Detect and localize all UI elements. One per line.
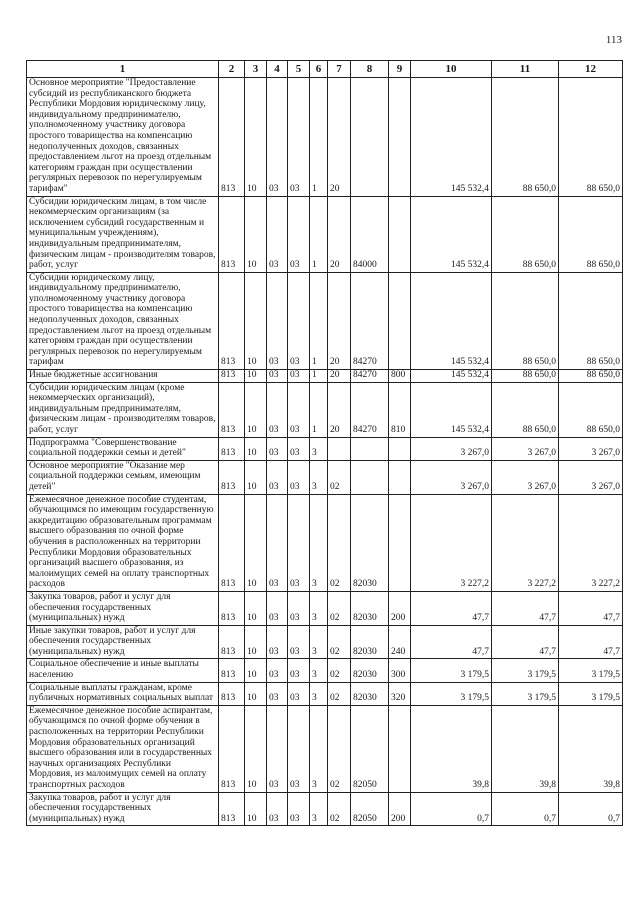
cell-3: 10 — [245, 494, 267, 591]
row-description: Подпрограмма "Совершенствование социальной поддержки семьи и детей" — [27, 437, 219, 460]
cell-11: 88 650,0 — [492, 272, 559, 369]
cell-7: 20 — [328, 382, 351, 437]
cell-11: 88 650,0 — [492, 78, 559, 197]
cell-5: 03 — [288, 196, 310, 272]
cell-6: 3 — [310, 659, 328, 682]
cell-8: 82030 — [351, 494, 389, 591]
table-row — [27, 437, 623, 460]
table-row — [27, 705, 623, 792]
cell-9 — [389, 196, 411, 272]
header-row — [27, 61, 623, 78]
cell-4: 03 — [267, 625, 288, 659]
cell-11: 88 650,0 — [492, 382, 559, 437]
column-header: 5 — [288, 61, 310, 78]
cell-12: 88 650,0 — [559, 272, 623, 369]
cell-11: 0,7 — [492, 792, 559, 826]
cell-5: 03 — [288, 272, 310, 369]
row-description: Социальные выплаты гражданам, кроме публичных нормативных социальных выплат — [27, 682, 219, 705]
cell-11: 39,8 — [492, 705, 559, 792]
cell-2: 813 — [219, 382, 245, 437]
cell-6: 3 — [310, 591, 328, 625]
cell-2: 813 — [219, 437, 245, 460]
cell-3: 10 — [245, 78, 267, 197]
cell-12: 88 650,0 — [559, 78, 623, 197]
cell-4: 03 — [267, 272, 288, 369]
cell-12: 47,7 — [559, 625, 623, 659]
cell-6: 3 — [310, 460, 328, 494]
column-header: 11 — [492, 61, 559, 78]
cell-7: 02 — [328, 494, 351, 591]
cell-2: 813 — [219, 682, 245, 705]
column-header: 8 — [351, 61, 389, 78]
cell-10: 3 179,5 — [411, 659, 492, 682]
cell-7: 02 — [328, 705, 351, 792]
cell-8: 84270 — [351, 272, 389, 369]
cell-6: 1 — [310, 196, 328, 272]
column-header: 4 — [267, 61, 288, 78]
column-header: 10 — [411, 61, 492, 78]
cell-3: 10 — [245, 682, 267, 705]
cell-11: 3 179,5 — [492, 659, 559, 682]
cell-3: 10 — [245, 272, 267, 369]
cell-5: 03 — [288, 705, 310, 792]
cell-10: 39,8 — [411, 705, 492, 792]
cell-3: 10 — [245, 705, 267, 792]
cell-4: 03 — [267, 196, 288, 272]
cell-7: 20 — [328, 78, 351, 197]
cell-2: 813 — [219, 625, 245, 659]
cell-4: 03 — [267, 659, 288, 682]
row-description: Иные закупки товаров, работ и услуг для обеспечения государственных (муниципальных) нужд — [27, 625, 219, 659]
cell-6: 3 — [310, 705, 328, 792]
table-row — [27, 382, 623, 437]
cell-5: 03 — [288, 370, 310, 383]
cell-5: 03 — [288, 625, 310, 659]
cell-6: 1 — [310, 382, 328, 437]
cell-3: 10 — [245, 792, 267, 826]
cell-3: 10 — [245, 382, 267, 437]
cell-7: 20 — [328, 196, 351, 272]
row-description: Закупка товаров, работ и услуг для обеспечения государственных (муниципальных) нужд — [27, 591, 219, 625]
cell-8: 82030 — [351, 591, 389, 625]
cell-3: 10 — [245, 437, 267, 460]
cell-7: 20 — [328, 272, 351, 369]
cell-11: 47,7 — [492, 625, 559, 659]
cell-10: 3 267,0 — [411, 437, 492, 460]
cell-7: 02 — [328, 659, 351, 682]
cell-8: 82030 — [351, 659, 389, 682]
column-header: 9 — [389, 61, 411, 78]
column-header: 2 — [219, 61, 245, 78]
cell-2: 813 — [219, 196, 245, 272]
row-description: Субсидии юридическому лицу, индивидуальному предпринимателю, уполномоченному участнику договора простого товарищества на компенсацию недополученных доходов, связанных предоставлением льгот на проезд отдельным категориям граждан при осуществлении регулярных перевозок по нерегулируемым тарифам — [27, 272, 219, 369]
cell-12: 3 227,2 — [559, 494, 623, 591]
cell-4: 03 — [267, 370, 288, 383]
cell-8: 82050 — [351, 792, 389, 826]
table-row — [27, 370, 623, 383]
cell-4: 03 — [267, 494, 288, 591]
row-description: Иные бюджетные ассигнования — [27, 370, 219, 383]
cell-3: 10 — [245, 460, 267, 494]
cell-5: 03 — [288, 659, 310, 682]
cell-2: 813 — [219, 792, 245, 826]
cell-10: 47,7 — [411, 625, 492, 659]
cell-7: 02 — [328, 792, 351, 826]
row-description: Субсидии юридическим лицам, в том числе некоммерческим организациям (за исключением субсидий государственным и муниципальным учреждениям), индивидуальным предпринимателям, физическим лицам - производителям товаров, работ, услуг — [27, 196, 219, 272]
cell-10: 3 267,0 — [411, 460, 492, 494]
cell-2: 813 — [219, 591, 245, 625]
cell-12: 3 179,5 — [559, 682, 623, 705]
cell-2: 813 — [219, 272, 245, 369]
cell-7: 20 — [328, 370, 351, 383]
cell-8 — [351, 437, 389, 460]
cell-6: 3 — [310, 682, 328, 705]
table-row — [27, 659, 623, 682]
table-row — [27, 591, 623, 625]
cell-3: 10 — [245, 625, 267, 659]
row-description: Субсидии юридическим лицам (кроме некоммерческих организаций), индивидуальным предпринимателям, физическим лицам - производителям товаров, работ, услуг — [27, 382, 219, 437]
column-header: 7 — [328, 61, 351, 78]
row-description: Основное мероприятие "Предоставление субсидий из республиканского бюджета Республики Мордовия юридическому лицу, индивидуальному предпринимателю, уполномоченному участнику договора простого товарищества на компенсацию недополученных доходов, связанных предоставлением льгот на проезд отдельным категориям граждан при осуществлении регулярных перевозок по нерегулируемым тарифам" — [27, 78, 219, 197]
cell-2: 813 — [219, 659, 245, 682]
cell-8: 82030 — [351, 682, 389, 705]
cell-9 — [389, 460, 411, 494]
cell-8 — [351, 460, 389, 494]
budget-table — [26, 60, 623, 826]
row-description: Ежемесячное денежное пособие аспирантам, обучающимся по очной форме обучения в расположенных на территории Республики Мордовия образовательных организаций высшего образования или в государственных научных организациях Республики Мордовия, из малоимущих семей на оплату транспортных расходов — [27, 705, 219, 792]
cell-4: 03 — [267, 792, 288, 826]
cell-6: 3 — [310, 494, 328, 591]
cell-9: 800 — [389, 370, 411, 383]
cell-9 — [389, 494, 411, 591]
cell-12: 88 650,0 — [559, 382, 623, 437]
cell-9: 300 — [389, 659, 411, 682]
cell-11: 3 179,5 — [492, 682, 559, 705]
cell-5: 03 — [288, 78, 310, 197]
cell-7: 02 — [328, 625, 351, 659]
column-header: 3 — [245, 61, 267, 78]
cell-12: 3 267,0 — [559, 437, 623, 460]
cell-8: 84270 — [351, 370, 389, 383]
cell-9: 810 — [389, 382, 411, 437]
cell-10: 145 532,4 — [411, 78, 492, 197]
row-description: Закупка товаров, работ и услуг для обеспечения государственных (муниципальных) нужд — [27, 792, 219, 826]
cell-9: 200 — [389, 792, 411, 826]
table-row — [27, 78, 623, 197]
cell-10: 47,7 — [411, 591, 492, 625]
cell-5: 03 — [288, 382, 310, 437]
cell-9: 200 — [389, 591, 411, 625]
cell-10: 3 227,2 — [411, 494, 492, 591]
cell-9 — [389, 705, 411, 792]
cell-5: 03 — [288, 460, 310, 494]
cell-11: 3 267,0 — [492, 460, 559, 494]
column-header: 1 — [27, 61, 219, 78]
column-header: 6 — [310, 61, 328, 78]
cell-4: 03 — [267, 437, 288, 460]
cell-5: 03 — [288, 792, 310, 826]
cell-11: 3 227,2 — [492, 494, 559, 591]
cell-11: 3 267,0 — [492, 437, 559, 460]
cell-12: 39,8 — [559, 705, 623, 792]
cell-9: 320 — [389, 682, 411, 705]
cell-8: 84270 — [351, 382, 389, 437]
cell-5: 03 — [288, 682, 310, 705]
table-body — [27, 78, 623, 826]
cell-8: 82050 — [351, 705, 389, 792]
row-description: Ежемесячное денежное пособие студентам, обучающимся по имеющим государственную аккредитацию образовательным программам высшего образования по очной форме обучения в расположенных на территории Республики Мордовия образовательных организаций высшего образования, из малоимущих семей на оплату транспортных расходов — [27, 494, 219, 591]
cell-12: 0,7 — [559, 792, 623, 826]
cell-10: 145 532,4 — [411, 272, 492, 369]
cell-9 — [389, 78, 411, 197]
cell-8: 82030 — [351, 625, 389, 659]
cell-5: 03 — [288, 494, 310, 591]
cell-6: 3 — [310, 437, 328, 460]
table-row — [27, 625, 623, 659]
cell-4: 03 — [267, 460, 288, 494]
cell-5: 03 — [288, 437, 310, 460]
cell-7: 02 — [328, 591, 351, 625]
cell-2: 813 — [219, 460, 245, 494]
cell-11: 88 650,0 — [492, 370, 559, 383]
cell-4: 03 — [267, 78, 288, 197]
row-description: Социальное обеспечение и иные выплаты населению — [27, 659, 219, 682]
cell-9 — [389, 272, 411, 369]
cell-4: 03 — [267, 705, 288, 792]
cell-4: 03 — [267, 591, 288, 625]
page-number: 113 — [605, 34, 622, 46]
row-description: Основное мероприятие "Оказание мер социальной поддержки семьям, имеющим детей" — [27, 460, 219, 494]
cell-10: 3 179,5 — [411, 682, 492, 705]
cell-12: 3 267,0 — [559, 460, 623, 494]
cell-8 — [351, 78, 389, 197]
cell-11: 47,7 — [492, 591, 559, 625]
cell-7: 02 — [328, 460, 351, 494]
cell-11: 88 650,0 — [492, 196, 559, 272]
cell-6: 3 — [310, 625, 328, 659]
cell-3: 10 — [245, 659, 267, 682]
cell-6: 1 — [310, 370, 328, 383]
cell-9 — [389, 437, 411, 460]
cell-3: 10 — [245, 591, 267, 625]
cell-2: 813 — [219, 78, 245, 197]
cell-2: 813 — [219, 494, 245, 591]
table-row — [27, 460, 623, 494]
cell-7 — [328, 437, 351, 460]
column-header: 12 — [559, 61, 623, 78]
cell-10: 0,7 — [411, 792, 492, 826]
cell-6: 3 — [310, 792, 328, 826]
cell-8: 84000 — [351, 196, 389, 272]
cell-5: 03 — [288, 591, 310, 625]
cell-10: 145 532,4 — [411, 196, 492, 272]
table-row — [27, 272, 623, 369]
cell-3: 10 — [245, 370, 267, 383]
table-row — [27, 682, 623, 705]
cell-3: 10 — [245, 196, 267, 272]
cell-6: 1 — [310, 272, 328, 369]
cell-12: 88 650,0 — [559, 196, 623, 272]
cell-9: 240 — [389, 625, 411, 659]
cell-12: 47,7 — [559, 591, 623, 625]
cell-2: 813 — [219, 370, 245, 383]
cell-10: 145 532,4 — [411, 382, 492, 437]
table-row — [27, 494, 623, 591]
table-row — [27, 792, 623, 826]
cell-4: 03 — [267, 682, 288, 705]
cell-7: 02 — [328, 682, 351, 705]
cell-6: 1 — [310, 78, 328, 197]
cell-2: 813 — [219, 705, 245, 792]
cell-10: 145 532,4 — [411, 370, 492, 383]
cell-12: 3 179,5 — [559, 659, 623, 682]
cell-12: 88 650,0 — [559, 370, 623, 383]
table-row — [27, 196, 623, 272]
cell-4: 03 — [267, 382, 288, 437]
